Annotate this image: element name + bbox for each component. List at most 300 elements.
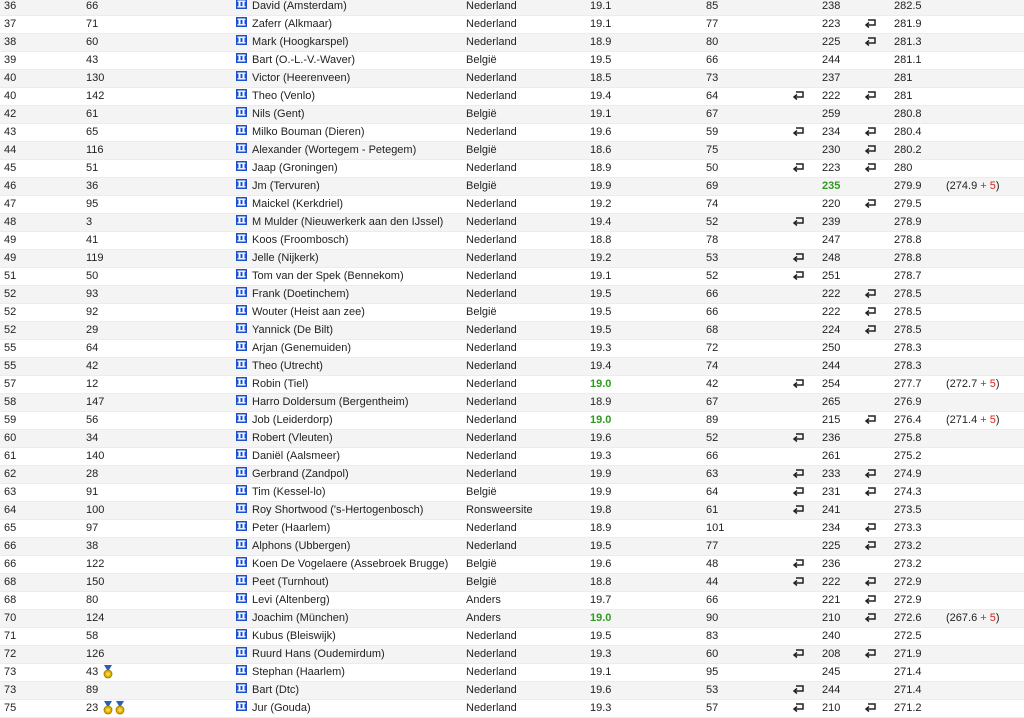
rank-cell: 48 <box>0 214 86 232</box>
adjustment-cell: (274.9 + 5) <box>946 178 1024 196</box>
score-c-cell: 239 <box>822 214 864 232</box>
return-arrow-icon-cell <box>792 232 822 250</box>
total-cell: 274.9 <box>894 466 946 484</box>
score-b-cell: 52 <box>706 430 792 448</box>
total-cell: 272.9 <box>894 592 946 610</box>
score-a-cell: 18.9 <box>590 160 706 178</box>
number-value: 66 <box>86 0 99 13</box>
score-a-cell: 19.3 <box>590 700 706 718</box>
return-arrow-icon-cell <box>792 16 822 34</box>
country-cell: Nederland <box>466 124 590 142</box>
number-value: 140 <box>86 450 105 463</box>
participant-name[interactable]: Robert (Vleuten) <box>252 430 466 448</box>
table-row <box>0 232 1024 250</box>
adjustment-cell <box>946 592 1024 610</box>
participant-name[interactable]: Koos (Froombosch) <box>252 232 466 250</box>
participant-name[interactable]: Harro Doldersum (Bergentheim) <box>252 394 466 412</box>
return-arrow-icon <box>792 378 805 390</box>
total-cell: 278.3 <box>894 340 946 358</box>
return-arrow-icon-cell <box>864 178 894 196</box>
country-cell: Nederland <box>466 700 590 718</box>
score-c-cell: 222 <box>822 304 864 322</box>
country-cell: Nederland <box>466 88 590 106</box>
number-cell <box>86 70 236 88</box>
participant-name[interactable]: Peet (Turnhout) <box>252 574 466 592</box>
score-c-cell: 233 <box>822 466 864 484</box>
score-c-cell: 237 <box>822 70 864 88</box>
rank-cell: 68 <box>0 592 86 610</box>
score-c-cell: 221 <box>822 592 864 610</box>
score-b-cell: 77 <box>706 538 792 556</box>
table-row <box>0 16 1024 34</box>
number-value: 34 <box>86 432 99 445</box>
return-arrow-icon <box>864 612 877 624</box>
score-c-cell: 240 <box>822 628 864 646</box>
number-cell <box>86 304 236 322</box>
return-arrow-icon-cell <box>792 466 822 484</box>
return-arrow-icon-cell <box>792 52 822 70</box>
score-b-cell: 50 <box>706 160 792 178</box>
score-b-cell: 66 <box>706 592 792 610</box>
adjusted-total: (274.9 <box>946 180 978 193</box>
score-c-cell: 208 <box>822 646 864 664</box>
return-arrow-icon-cell <box>864 286 894 304</box>
total-cell: 279.5 <box>894 196 946 214</box>
table-row <box>0 178 1024 196</box>
adjustment-cell <box>946 556 1024 574</box>
participant-name[interactable]: Levi (Altenberg) <box>252 592 466 610</box>
number-value: 126 <box>86 648 105 661</box>
return-arrow-icon-cell <box>792 124 822 142</box>
table-row <box>0 52 1024 70</box>
rank-cell: 40 <box>0 88 86 106</box>
country-cell: Nederland <box>466 214 590 232</box>
return-arrow-icon <box>864 594 877 606</box>
table-row <box>0 556 1024 574</box>
return-arrow-icon-cell <box>792 376 822 394</box>
return-arrow-icon <box>864 90 877 102</box>
score-c-cell: 223 <box>822 16 864 34</box>
participant-name[interactable]: Joachim (München) <box>252 610 466 628</box>
return-arrow-icon-cell <box>864 664 894 682</box>
return-arrow-icon <box>792 702 805 714</box>
score-a-cell: 19.5 <box>590 628 706 646</box>
participant-name[interactable]: Wouter (Heist aan zee) <box>252 304 466 322</box>
total-cell: 280.8 <box>894 106 946 124</box>
total-cell: 278.8 <box>894 232 946 250</box>
total-cell: 271.2 <box>894 700 946 718</box>
team-flag-icon <box>236 304 252 322</box>
score-b-cell: 73 <box>706 70 792 88</box>
return-arrow-icon <box>864 198 877 210</box>
participant-name[interactable]: Jur (Gouda) <box>252 700 466 718</box>
team-flag-icon <box>236 700 252 718</box>
participant-name[interactable]: M Mulder (Nieuwerkerk aan den IJssel) <box>252 214 466 232</box>
number-value: 50 <box>86 270 99 283</box>
return-arrow-icon-cell <box>864 394 894 412</box>
total-cell: 278.8 <box>894 250 946 268</box>
return-arrow-icon-cell <box>864 538 894 556</box>
return-arrow-icon-cell <box>864 466 894 484</box>
medal-icon <box>101 666 113 678</box>
participant-name[interactable]: Job (Leiderdorp) <box>252 412 466 430</box>
rank-cell: 61 <box>0 448 86 466</box>
participant-name[interactable]: Theo (Utrecht) <box>252 358 466 376</box>
score-a-cell: 19.3 <box>590 448 706 466</box>
country-cell: Nederland <box>466 286 590 304</box>
score-b-cell: 74 <box>706 358 792 376</box>
total-cell: 281.9 <box>894 16 946 34</box>
team-flag-icon <box>236 430 252 448</box>
adjustment-cell <box>946 268 1024 286</box>
number-cell <box>86 610 236 628</box>
number-cell <box>86 484 236 502</box>
score-c-cell: 251 <box>822 268 864 286</box>
return-arrow-icon <box>792 126 805 138</box>
return-arrow-icon <box>792 576 805 588</box>
return-arrow-icon-cell <box>864 70 894 88</box>
participant-name[interactable]: Peter (Haarlem) <box>252 520 466 538</box>
score-c-cell: 222 <box>822 88 864 106</box>
participant-name[interactable]: Roy Shortwood ('s-Hertogenbosch) <box>252 502 466 520</box>
number-value: 65 <box>86 126 99 139</box>
participant-name[interactable]: Kubus (Bleiswijk) <box>252 628 466 646</box>
adjustment-cell <box>946 646 1024 664</box>
table-row <box>0 340 1024 358</box>
score-c-cell: 224 <box>822 322 864 340</box>
score-b-cell: 60 <box>706 646 792 664</box>
participant-name[interactable]: Daniël (Aalsmeer) <box>252 448 466 466</box>
medal-icon <box>113 702 125 714</box>
rank-cell: 71 <box>0 628 86 646</box>
score-c-cell: 248 <box>822 250 864 268</box>
participant-name[interactable]: Yannick (De Bilt) <box>252 322 466 340</box>
total-cell: 278.5 <box>894 286 946 304</box>
participant-name[interactable]: Jm (Tervuren) <box>252 178 466 196</box>
return-arrow-icon-cell <box>792 484 822 502</box>
number-value: 64 <box>86 342 99 355</box>
number-cell <box>86 664 236 682</box>
number-cell <box>86 124 236 142</box>
participant-name[interactable]: Victor (Heerenveen) <box>252 70 466 88</box>
score-b-cell: 42 <box>706 376 792 394</box>
score-b-cell: 72 <box>706 340 792 358</box>
participant-name[interactable]: Jaap (Groningen) <box>252 160 466 178</box>
total-cell: 277.7 <box>894 376 946 394</box>
score-a-cell: 18.6 <box>590 142 706 160</box>
score-c-cell: 250 <box>822 340 864 358</box>
adjustment-cell <box>946 34 1024 52</box>
table-row <box>0 646 1024 664</box>
score-b-cell: 66 <box>706 304 792 322</box>
score-a-cell: 19.5 <box>590 286 706 304</box>
return-arrow-icon-cell <box>864 628 894 646</box>
adjustment-cell <box>946 394 1024 412</box>
adjustment-cell <box>946 340 1024 358</box>
team-flag-icon <box>236 592 252 610</box>
number-value: 92 <box>86 306 99 319</box>
participant-name[interactable]: Ruurd Hans (Oudemirdum) <box>252 646 466 664</box>
return-arrow-icon-cell <box>792 196 822 214</box>
return-arrow-icon <box>864 18 877 30</box>
participant-name[interactable]: Arjan (Genemuiden) <box>252 340 466 358</box>
table-row <box>0 394 1024 412</box>
country-cell: Nederland <box>466 70 590 88</box>
team-flag-icon <box>236 214 252 232</box>
rank-cell: 47 <box>0 196 86 214</box>
adjustment-cell <box>946 484 1024 502</box>
rank-cell: 62 <box>0 466 86 484</box>
score-b-cell: 57 <box>706 700 792 718</box>
table-row <box>0 160 1024 178</box>
country-cell: Nederland <box>466 0 590 16</box>
score-b-cell: 90 <box>706 610 792 628</box>
rank-cell: 45 <box>0 160 86 178</box>
country-cell: België <box>466 178 590 196</box>
participant-name[interactable]: Alexander (Wortegem - Petegem) <box>252 142 466 160</box>
team-flag-icon <box>236 394 252 412</box>
country-cell: Nederland <box>466 448 590 466</box>
return-arrow-icon-cell <box>864 16 894 34</box>
return-arrow-icon <box>864 162 877 174</box>
participant-name[interactable]: Frank (Doetinchem) <box>252 286 466 304</box>
adjustment-cell <box>946 448 1024 466</box>
score-b-cell: 53 <box>706 682 792 700</box>
country-cell: Nederland <box>466 160 590 178</box>
participant-name[interactable]: Jelle (Nijkerk) <box>252 250 466 268</box>
participant-name[interactable]: David (Amsterdam) <box>252 0 466 16</box>
team-flag-icon <box>236 682 252 700</box>
team-flag-icon <box>236 16 252 34</box>
score-b-cell: 77 <box>706 16 792 34</box>
return-arrow-icon-cell <box>792 682 822 700</box>
participant-name[interactable]: Milko Bouman (Dieren) <box>252 124 466 142</box>
score-a-cell: 19.1 <box>590 268 706 286</box>
team-flag-icon <box>236 88 252 106</box>
score-a-cell: 19.9 <box>590 466 706 484</box>
score-a-cell: 19.8 <box>590 502 706 520</box>
team-flag-icon <box>236 484 252 502</box>
number-value: 58 <box>86 630 99 643</box>
return-arrow-icon <box>792 252 805 264</box>
number-cell <box>86 106 236 124</box>
rank-cell: 73 <box>0 682 86 700</box>
return-arrow-icon-cell <box>864 682 894 700</box>
participant-name[interactable]: Theo (Venlo) <box>252 88 466 106</box>
score-a-cell: 19.7 <box>590 592 706 610</box>
number-cell <box>86 592 236 610</box>
return-arrow-icon-cell <box>864 574 894 592</box>
total-cell: 282.5 <box>894 0 946 16</box>
number-value: 122 <box>86 558 105 571</box>
return-arrow-icon-cell <box>864 610 894 628</box>
rank-cell: 44 <box>0 142 86 160</box>
score-a-cell: 19.2 <box>590 250 706 268</box>
score-b-cell: 69 <box>706 178 792 196</box>
score-a-cell: 19.9 <box>590 484 706 502</box>
adjustment-cell <box>946 574 1024 592</box>
return-arrow-icon <box>792 504 805 516</box>
country-cell: Nederland <box>466 628 590 646</box>
number-cell <box>86 142 236 160</box>
table-row <box>0 304 1024 322</box>
total-cell: 280.4 <box>894 124 946 142</box>
team-flag-icon <box>236 232 252 250</box>
adjustment-cell: (267.6 + 5) <box>946 610 1024 628</box>
score-a-cell: 19.6 <box>590 682 706 700</box>
number-value: 80 <box>86 594 99 607</box>
country-cell: Nederland <box>466 376 590 394</box>
return-arrow-icon-cell <box>864 448 894 466</box>
return-arrow-icon <box>864 702 877 714</box>
team-flag-icon <box>236 340 252 358</box>
team-flag-icon <box>236 610 252 628</box>
score-a-cell: 19.5 <box>590 304 706 322</box>
return-arrow-icon <box>864 540 877 552</box>
table-row <box>0 250 1024 268</box>
return-arrow-icon <box>792 684 805 696</box>
score-a-cell: 19.5 <box>590 52 706 70</box>
score-b-cell: 44 <box>706 574 792 592</box>
return-arrow-icon-cell <box>864 160 894 178</box>
participant-name[interactable]: Koen De Vogelaere (Assebroek Brugge) <box>252 556 466 574</box>
country-cell: Nederland <box>466 430 590 448</box>
number-cell <box>86 340 236 358</box>
participant-name[interactable]: Robin (Tiel) <box>252 376 466 394</box>
adjustment-cell <box>946 70 1024 88</box>
participant-name[interactable]: Alphons (Ubbergen) <box>252 538 466 556</box>
rank-cell: 72 <box>0 646 86 664</box>
table-row <box>0 538 1024 556</box>
participant-name[interactable]: Stephan (Haarlem) <box>252 664 466 682</box>
return-arrow-icon-cell <box>792 358 822 376</box>
score-a-cell: 19.1 <box>590 16 706 34</box>
adjustment-cell <box>946 52 1024 70</box>
score-a-cell: 19.0 <box>590 412 706 430</box>
return-arrow-icon-cell <box>792 160 822 178</box>
table-row <box>0 682 1024 700</box>
number-cell <box>86 646 236 664</box>
adjustment-cell <box>946 322 1024 340</box>
number-value: 23 <box>86 702 99 715</box>
score-a-cell: 19.3 <box>590 646 706 664</box>
total-cell: 271.9 <box>894 646 946 664</box>
participant-name[interactable]: Zaferr (Alkmaar) <box>252 16 466 34</box>
team-flag-icon <box>236 466 252 484</box>
score-c-cell: 265 <box>822 394 864 412</box>
participant-name[interactable]: Maickel (Kerkdriel) <box>252 196 466 214</box>
total-cell: 274.3 <box>894 484 946 502</box>
country-cell: Anders <box>466 592 590 610</box>
participant-name[interactable]: Mark (Hoogkarspel) <box>252 34 466 52</box>
table-row <box>0 412 1024 430</box>
number-cell <box>86 358 236 376</box>
return-arrow-icon-cell <box>792 394 822 412</box>
participant-name[interactable]: Bart (Dtc) <box>252 682 466 700</box>
number-value: 60 <box>86 36 99 49</box>
number-cell <box>86 268 236 286</box>
score-c-cell: 261 <box>822 448 864 466</box>
return-arrow-icon-cell <box>792 538 822 556</box>
score-b-cell: 52 <box>706 214 792 232</box>
total-cell: 273.5 <box>894 502 946 520</box>
table-row <box>0 610 1024 628</box>
country-cell: Nederland <box>466 322 590 340</box>
number-cell <box>86 466 236 484</box>
team-flag-icon <box>236 124 252 142</box>
participant-name[interactable]: Nils (Gent) <box>252 106 466 124</box>
rank-cell: 63 <box>0 484 86 502</box>
bonus-value: + 5 <box>980 180 996 193</box>
return-arrow-icon-cell <box>864 232 894 250</box>
total-cell: 276.4 <box>894 412 946 430</box>
score-b-cell: 78 <box>706 232 792 250</box>
adjustment-cell <box>946 304 1024 322</box>
return-arrow-icon-cell <box>792 430 822 448</box>
team-flag-icon <box>236 34 252 52</box>
country-cell: Nederland <box>466 250 590 268</box>
score-b-cell: 83 <box>706 628 792 646</box>
number-value: 124 <box>86 612 105 625</box>
return-arrow-icon-cell <box>864 88 894 106</box>
return-arrow-icon <box>864 486 877 498</box>
country-cell: Nederland <box>466 196 590 214</box>
score-a-cell: 19.1 <box>590 106 706 124</box>
number-value: 51 <box>86 162 99 175</box>
adjustment-cell <box>946 196 1024 214</box>
return-arrow-icon <box>792 90 805 102</box>
score-a-cell: 18.5 <box>590 70 706 88</box>
score-a-cell: 18.9 <box>590 520 706 538</box>
return-arrow-icon-cell <box>864 646 894 664</box>
adjustment-cell <box>946 664 1024 682</box>
number-value: 3 <box>86 216 93 229</box>
return-arrow-icon-cell <box>792 304 822 322</box>
return-arrow-icon-cell <box>792 628 822 646</box>
return-arrow-icon-cell <box>864 124 894 142</box>
score-c-cell: 234 <box>822 124 864 142</box>
table-row <box>0 214 1024 232</box>
participant-name[interactable]: Bart (O.-L.-V.-Waver) <box>252 52 466 70</box>
return-arrow-icon-cell <box>864 106 894 124</box>
score-c-cell: 223 <box>822 160 864 178</box>
participant-name[interactable]: Gerbrand (Zandpol) <box>252 466 466 484</box>
table-row <box>0 142 1024 160</box>
adjustment-cell <box>946 106 1024 124</box>
total-cell: 278.5 <box>894 322 946 340</box>
score-b-cell: 66 <box>706 52 792 70</box>
return-arrow-icon-cell <box>792 574 822 592</box>
total-cell: 275.8 <box>894 430 946 448</box>
number-value: 56 <box>86 414 99 427</box>
adjustment-cell <box>946 0 1024 16</box>
number-cell <box>86 322 236 340</box>
participant-name[interactable]: Tom van der Spek (Bennekom) <box>252 268 466 286</box>
return-arrow-icon-cell <box>792 448 822 466</box>
country-cell: Nederland <box>466 520 590 538</box>
number-value: 28 <box>86 468 99 481</box>
adjustment-cell <box>946 160 1024 178</box>
adjustment-cell <box>946 520 1024 538</box>
country-cell: Nederland <box>466 394 590 412</box>
return-arrow-icon-cell <box>792 286 822 304</box>
adjustment-cell <box>946 16 1024 34</box>
score-c-cell: 245 <box>822 664 864 682</box>
table-row <box>0 322 1024 340</box>
participant-name[interactable]: Tim (Kessel-lo) <box>252 484 466 502</box>
score-b-cell: 64 <box>706 484 792 502</box>
adjustment-cell <box>946 124 1024 142</box>
